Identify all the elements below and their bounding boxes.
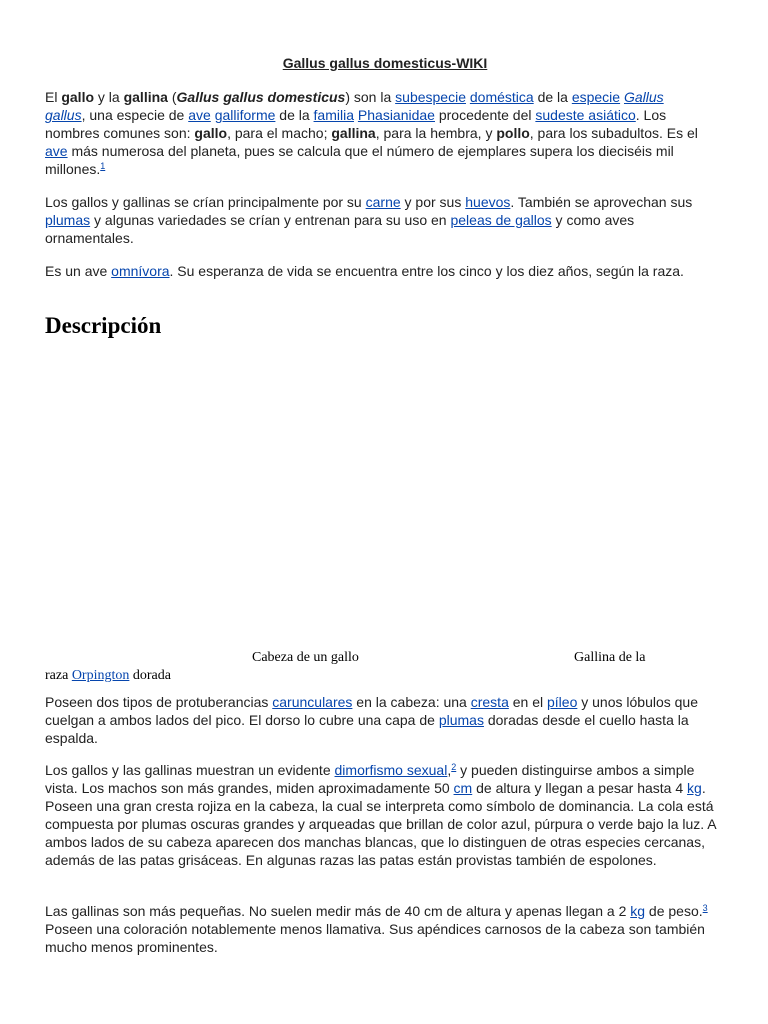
link-ave-2[interactable]: ave — [45, 143, 68, 159]
document-title: Gallus gallus domesticus-WIKI — [282, 55, 488, 71]
link-orpington[interactable]: Orpington — [71, 668, 130, 683]
paragraph-uses: Los gallos y gallinas se crían principalmente por su carne y por sus huevos. También se aprovechan sus plumas y algunas variedades se crían y entrenan para su uso en peleas de gallos y como aves ornamentales. — [45, 194, 693, 246]
link-omnivora[interactable]: omnívora — [111, 263, 170, 279]
link-dimorfismo-sexual[interactable]: dimorfismo sexual — [334, 762, 448, 778]
section-heading-descripcion: Descripción — [45, 313, 162, 338]
reference-1[interactable]: 1 — [100, 161, 106, 171]
paragraph-dimorphism: Los gallos y las gallinas muestran un evidente dimorfismo sexual,$^2$ y pueden distinguirse ambos a simple vista. Los machos son más grandes, miden aproximadamente 50 cm de altura y llegan a pesar hasta 4 kg. Poseen una gran cresta rojiza en la cabeza, la cual se interpreta como símbolo de dominancia. La cola está compuesta por plumas oscuras grandes y arqueadas que brillan de color azul, púrpura o verde bajo la luz. A ambos lados de su cabeza aparecen dos manchas blancas, que lo distinguen de otras especies cercanas, además de las patas grisáceas. En algunas razas las patas están provistas también de espolones. — [45, 762, 716, 868]
paragraph-hens: Las gallinas son más pequeñas. No suelen medir más de 40 cm de altura y apenas llegan a 2 kg de peso.$^3$ Poseen una coloración notablemente menos llamativa. Sus apéndices carnosos de la cabeza son también mucho menos prominentes. — [45, 903, 708, 955]
link-kg-2[interactable]: kg — [630, 903, 646, 919]
link-sudeste-asiatico[interactable]: sudeste asiático — [535, 107, 636, 123]
caption-rooster-head: Cabeza de un gallo — [252, 650, 359, 665]
paragraph-intro: El gallo y la gallina (Gallus gallus domesticus) son la subespecie doméstica de la especie Gallus gallus, una especie de ave galliforme de la familia Phasianidae procedente del sudeste asiático. Los nombres comunes son: gallo, para el macho; gallina, para la hembra, y pollo, para los subadultos. Es el ave más numerosa del planeta, pues se calcula que el número de ejemplares supera los dieciséis mil millones.$^1$ — [45, 89, 698, 177]
link-plumas[interactable]: plumas — [45, 212, 91, 228]
reference-2[interactable]: 2 — [451, 762, 457, 772]
image-gallery-placeholder — [45, 350, 721, 640]
link-phasianidae[interactable]: Phasianidae — [357, 107, 435, 123]
link-kg[interactable]: kg — [687, 780, 702, 796]
reference-3[interactable]: 3 — [702, 903, 708, 913]
link-plumas-2[interactable]: plumas — [438, 712, 484, 728]
link-ave[interactable]: ave — [188, 107, 211, 123]
link-subespecie[interactable]: subespecie — [395, 89, 466, 105]
link-carne[interactable]: carne — [365, 194, 401, 210]
paragraph-protuberances: Poseen dos tipos de protuberancias carunculares en la cabeza: una cresta en el píleo y unos lóbulos que cuelgan a ambos lados del pico. El dorso lo cubre una capa de plumas doradas desde el cuello hasta la espalda. — [45, 694, 698, 746]
link-gallus-gallus[interactable]: Gallus gallus — [45, 89, 664, 123]
link-pileo[interactable]: píleo — [547, 694, 578, 710]
link-huevos[interactable]: huevos — [465, 194, 511, 210]
link-especie[interactable]: especie — [571, 89, 621, 105]
link-cresta[interactable]: cresta — [470, 694, 509, 710]
caption-hen-breed: raza Orpington dorada — [45, 668, 171, 683]
link-galliforme[interactable]: galliforme — [214, 107, 276, 123]
caption-hen: Gallina de la — [574, 650, 646, 665]
link-cm[interactable]: cm — [453, 780, 473, 796]
link-domestica[interactable]: doméstica — [469, 89, 534, 105]
link-familia[interactable]: familia — [313, 107, 355, 123]
link-peleas-de-gallos[interactable]: peleas de gallos — [450, 212, 552, 228]
paragraph-diet: Es un ave omnívora. Su esperanza de vida se encuentra entre los cinco y los diez años, según la raza. — [45, 263, 684, 279]
link-carunculares[interactable]: carunculares — [272, 694, 353, 710]
